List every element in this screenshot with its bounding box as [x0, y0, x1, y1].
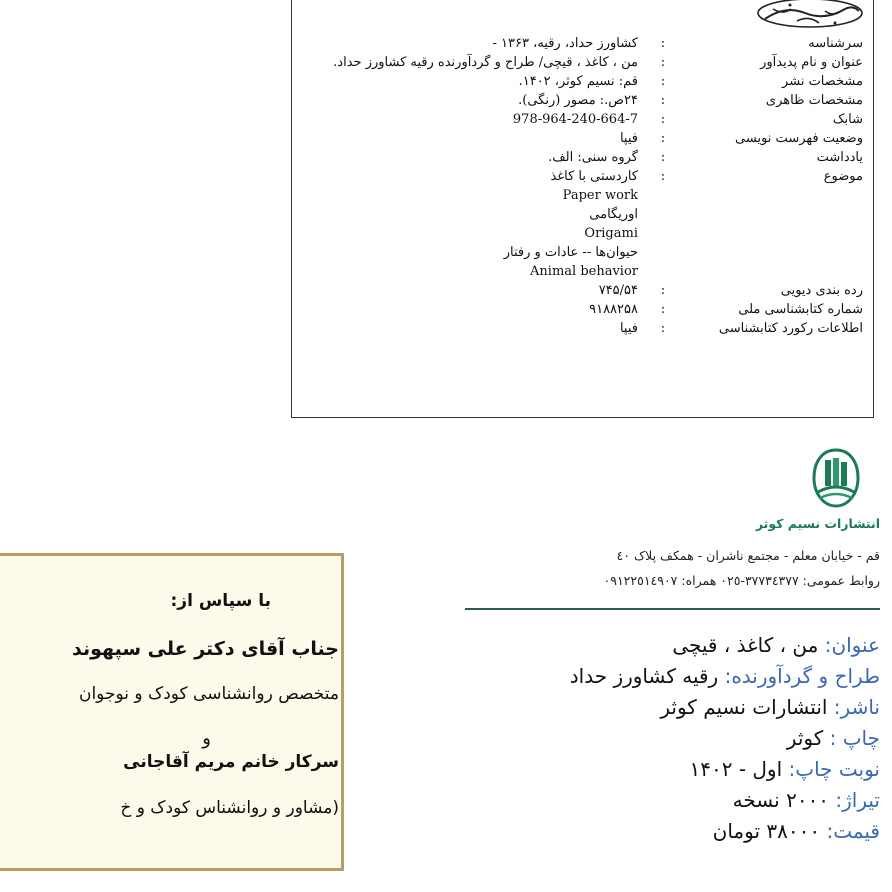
cip-label: مشخصات ظاهری [765, 93, 863, 108]
cip-value: Paper work [562, 188, 638, 203]
cip-value: اوریگامی [589, 207, 638, 222]
cip-label: عنوان و نام پدیدآور [760, 55, 863, 70]
cip-colon: : [660, 150, 666, 165]
cip-label: مشخصات نشر [782, 74, 863, 89]
cip-row [292, 148, 873, 167]
book-info-row [440, 630, 880, 661]
national-library-logo [665, 0, 865, 31]
cip-value: Animal behavior [530, 264, 638, 279]
cip-row [292, 34, 873, 53]
cip-value: Origami [584, 226, 638, 241]
book-info-row [440, 754, 880, 785]
cip-box [291, 0, 874, 418]
cip-colon: : [660, 302, 666, 317]
publisher-phone: روابط عمومی: ٣٧٧٣٤٣٧٧-٠٢٥ همراه: ٠٩١٢٢٥١٤٩٠٧ [603, 573, 880, 588]
cip-row [292, 72, 873, 91]
cip-value: فیپا [619, 131, 638, 146]
book-info-label: عنوان: [824, 633, 880, 657]
book-info [440, 630, 880, 847]
cip-row [292, 319, 873, 338]
book-info-row [440, 723, 880, 754]
publisher-logo-icon [812, 448, 860, 508]
cip-label: سرشناسه [808, 36, 863, 51]
acknowledgement-role: متخصص روانشناسی کودک و نوجوان [78, 684, 339, 704]
cip-colon: : [660, 169, 666, 184]
cip-value: کاردستی با کاغذ [550, 169, 638, 184]
book-info-label: تیراژ: [835, 788, 880, 812]
cip-colon: : [660, 131, 666, 146]
cip-value: حیوان‌ها -- عادات و رفتار [503, 245, 638, 260]
acknowledgement-and: و [202, 728, 211, 749]
acknowledgement-person: جناب آقای دکتر علی سپهوند [72, 638, 339, 660]
book-info-label: ناشر: [833, 695, 880, 719]
acknowledgement-box [0, 553, 344, 871]
cip-colon: : [660, 55, 666, 70]
cip-colon: : [660, 93, 666, 108]
book-info-value: من ، کاغذ ، قیچی [672, 633, 825, 657]
cip-row [292, 110, 873, 129]
cip-label: رده بندی دیویی [780, 283, 863, 298]
book-info-row [440, 692, 880, 723]
acknowledgement-heading: با سپاس از: [170, 591, 271, 611]
cip-row [292, 167, 873, 186]
book-info-value: ۳۸۰۰۰ تومان [712, 819, 827, 843]
cip-row [292, 53, 873, 72]
cip-colon: : [660, 283, 666, 298]
book-info-value: رقیه کشاورز حداد [569, 664, 725, 688]
book-info-label: طراح و گردآورنده: [724, 664, 880, 688]
cip-row [292, 281, 873, 300]
cip-value: کشاورز حداد، رقیه، ۱۳۶۳ - [492, 36, 638, 51]
cip-row [292, 91, 873, 110]
book-info-row [440, 661, 880, 692]
publisher-address: قم - خیابان معلم - مجتمع ناشران - همکف پلاک ٤٠ [616, 548, 880, 563]
cip-value: گروه سنی: الف. [548, 150, 638, 165]
cip-label: یادداشت [816, 150, 863, 165]
book-info-label: چاپ : [829, 726, 880, 750]
book-info-row [440, 816, 880, 847]
cip-label: اطلاعات رکورد کتابشناسی [718, 321, 863, 336]
cip-row [292, 243, 873, 262]
cip-row [292, 186, 873, 205]
cip-colon: : [660, 36, 666, 51]
cip-value: فیپا [619, 321, 638, 336]
book-info-row [440, 785, 880, 816]
publisher-name: انتشارات نسیم کوثر [755, 516, 880, 531]
book-info-value: انتشارات نسیم کوثر [660, 695, 834, 719]
acknowledgement-person: سرکار خانم مریم آقاجانی [123, 752, 339, 772]
book-info-label: قیمت: [826, 819, 880, 843]
cip-label: وضعیت فهرست نویسی [735, 131, 863, 146]
acknowledgement-role: (مشاور و روانشناس کودک و خ [120, 798, 339, 818]
cip-label: شابک [832, 112, 863, 127]
book-info-value: ۲۰۰۰ نسخه [732, 788, 836, 812]
cip-value: ۲۴ص.: مصور (رنگی). [518, 93, 638, 108]
cip-rows [292, 34, 873, 338]
cip-row [292, 300, 873, 319]
cip-isbn-value: 978-964-240-664-7 [512, 112, 638, 127]
book-info-value: کوثر [786, 726, 830, 750]
cip-colon: : [660, 74, 666, 89]
book-info-value: اول - ۱۴۰۲ [689, 757, 789, 781]
cip-value: من ، کاغذ ، قیچی/ طراح و گردآورنده رقیه کشاورز حداد. [333, 55, 638, 70]
cip-row [292, 129, 873, 148]
cip-colon: : [660, 112, 666, 127]
divider [465, 608, 880, 610]
cip-row [292, 224, 873, 243]
cip-label: موضوع [823, 169, 863, 184]
cip-label: شماره کتابشناسی ملی [738, 302, 863, 317]
cip-value: ۷۴۵/۵۴ [598, 283, 638, 298]
cip-row [292, 205, 873, 224]
book-info-label: نوبت چاپ: [788, 757, 880, 781]
cip-value: قم: نسیم کوثر، ۱۴۰۲. [518, 74, 638, 89]
cip-colon: : [660, 321, 666, 336]
cip-row [292, 262, 873, 281]
cip-value: ۹۱۸۸۲۵۸ [589, 302, 638, 317]
